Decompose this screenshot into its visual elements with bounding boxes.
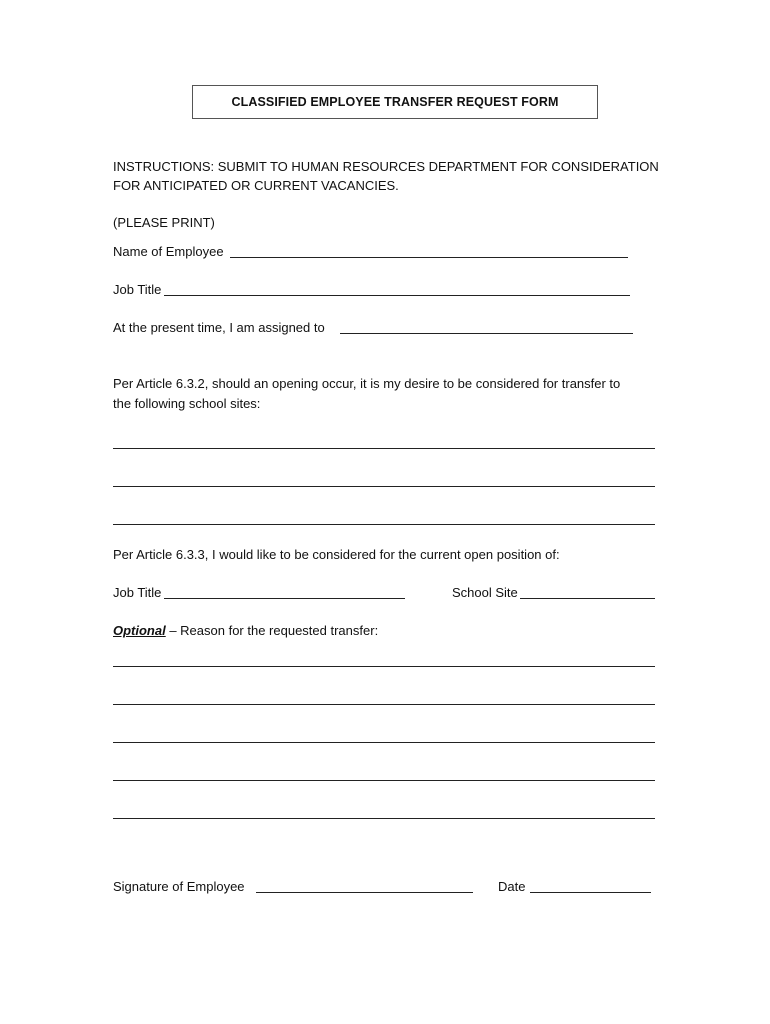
school-site-field[interactable] (520, 598, 655, 599)
article-633-text: Per Article 6.3.3, I would like to be considered for the current open position of: (113, 547, 560, 562)
signature-label: Signature of Employee (113, 879, 245, 894)
job-title-label: Job Title (113, 282, 162, 297)
school-site-line-1[interactable] (113, 448, 655, 449)
name-of-employee-field[interactable] (230, 257, 628, 258)
date-field[interactable] (530, 892, 651, 893)
signature-field[interactable] (256, 892, 473, 893)
reason-line-2[interactable] (113, 704, 655, 705)
job-title-field[interactable] (164, 295, 630, 296)
school-site-line-3[interactable] (113, 524, 655, 525)
present-assignment-label: At the present time, I am assigned to (113, 320, 325, 335)
form-title: CLASSIFIED EMPLOYEE TRANSFER REQUEST FORM (192, 85, 598, 119)
reason-line-4[interactable] (113, 780, 655, 781)
reason-heading (113, 621, 378, 640)
reason-label: – Reason for the requested transfer: (165, 623, 379, 638)
reason-line-5[interactable] (113, 818, 655, 819)
reason-line-3[interactable] (113, 742, 655, 743)
name-of-employee-label: Name of Employee (113, 244, 224, 259)
open-position-job-title-field[interactable] (164, 598, 405, 599)
present-assignment-field[interactable] (340, 333, 633, 334)
reason-line-1[interactable] (113, 666, 655, 667)
article-632-line-1: Per Article 6.3.2, should an opening occur, it is my desire to be considered for transfer to (113, 376, 621, 391)
school-site-line-2[interactable] (113, 486, 655, 487)
open-position-job-title-label: Job Title (113, 585, 162, 600)
instructions-line-1: INSTRUCTIONS: SUBMIT TO HUMAN RESOURCES DEPARTMENT FOR CONSIDERATION (113, 159, 659, 174)
date-label: Date (498, 879, 526, 894)
optional-label: Optional (113, 623, 166, 638)
instructions-line-2: FOR ANTICIPATED OR CURRENT VACANCIES. (113, 178, 399, 193)
school-site-label: School Site (452, 585, 518, 600)
please-print-note: (PLEASE PRINT) (113, 215, 215, 230)
article-632-line-2: the following school sites: (113, 396, 261, 411)
